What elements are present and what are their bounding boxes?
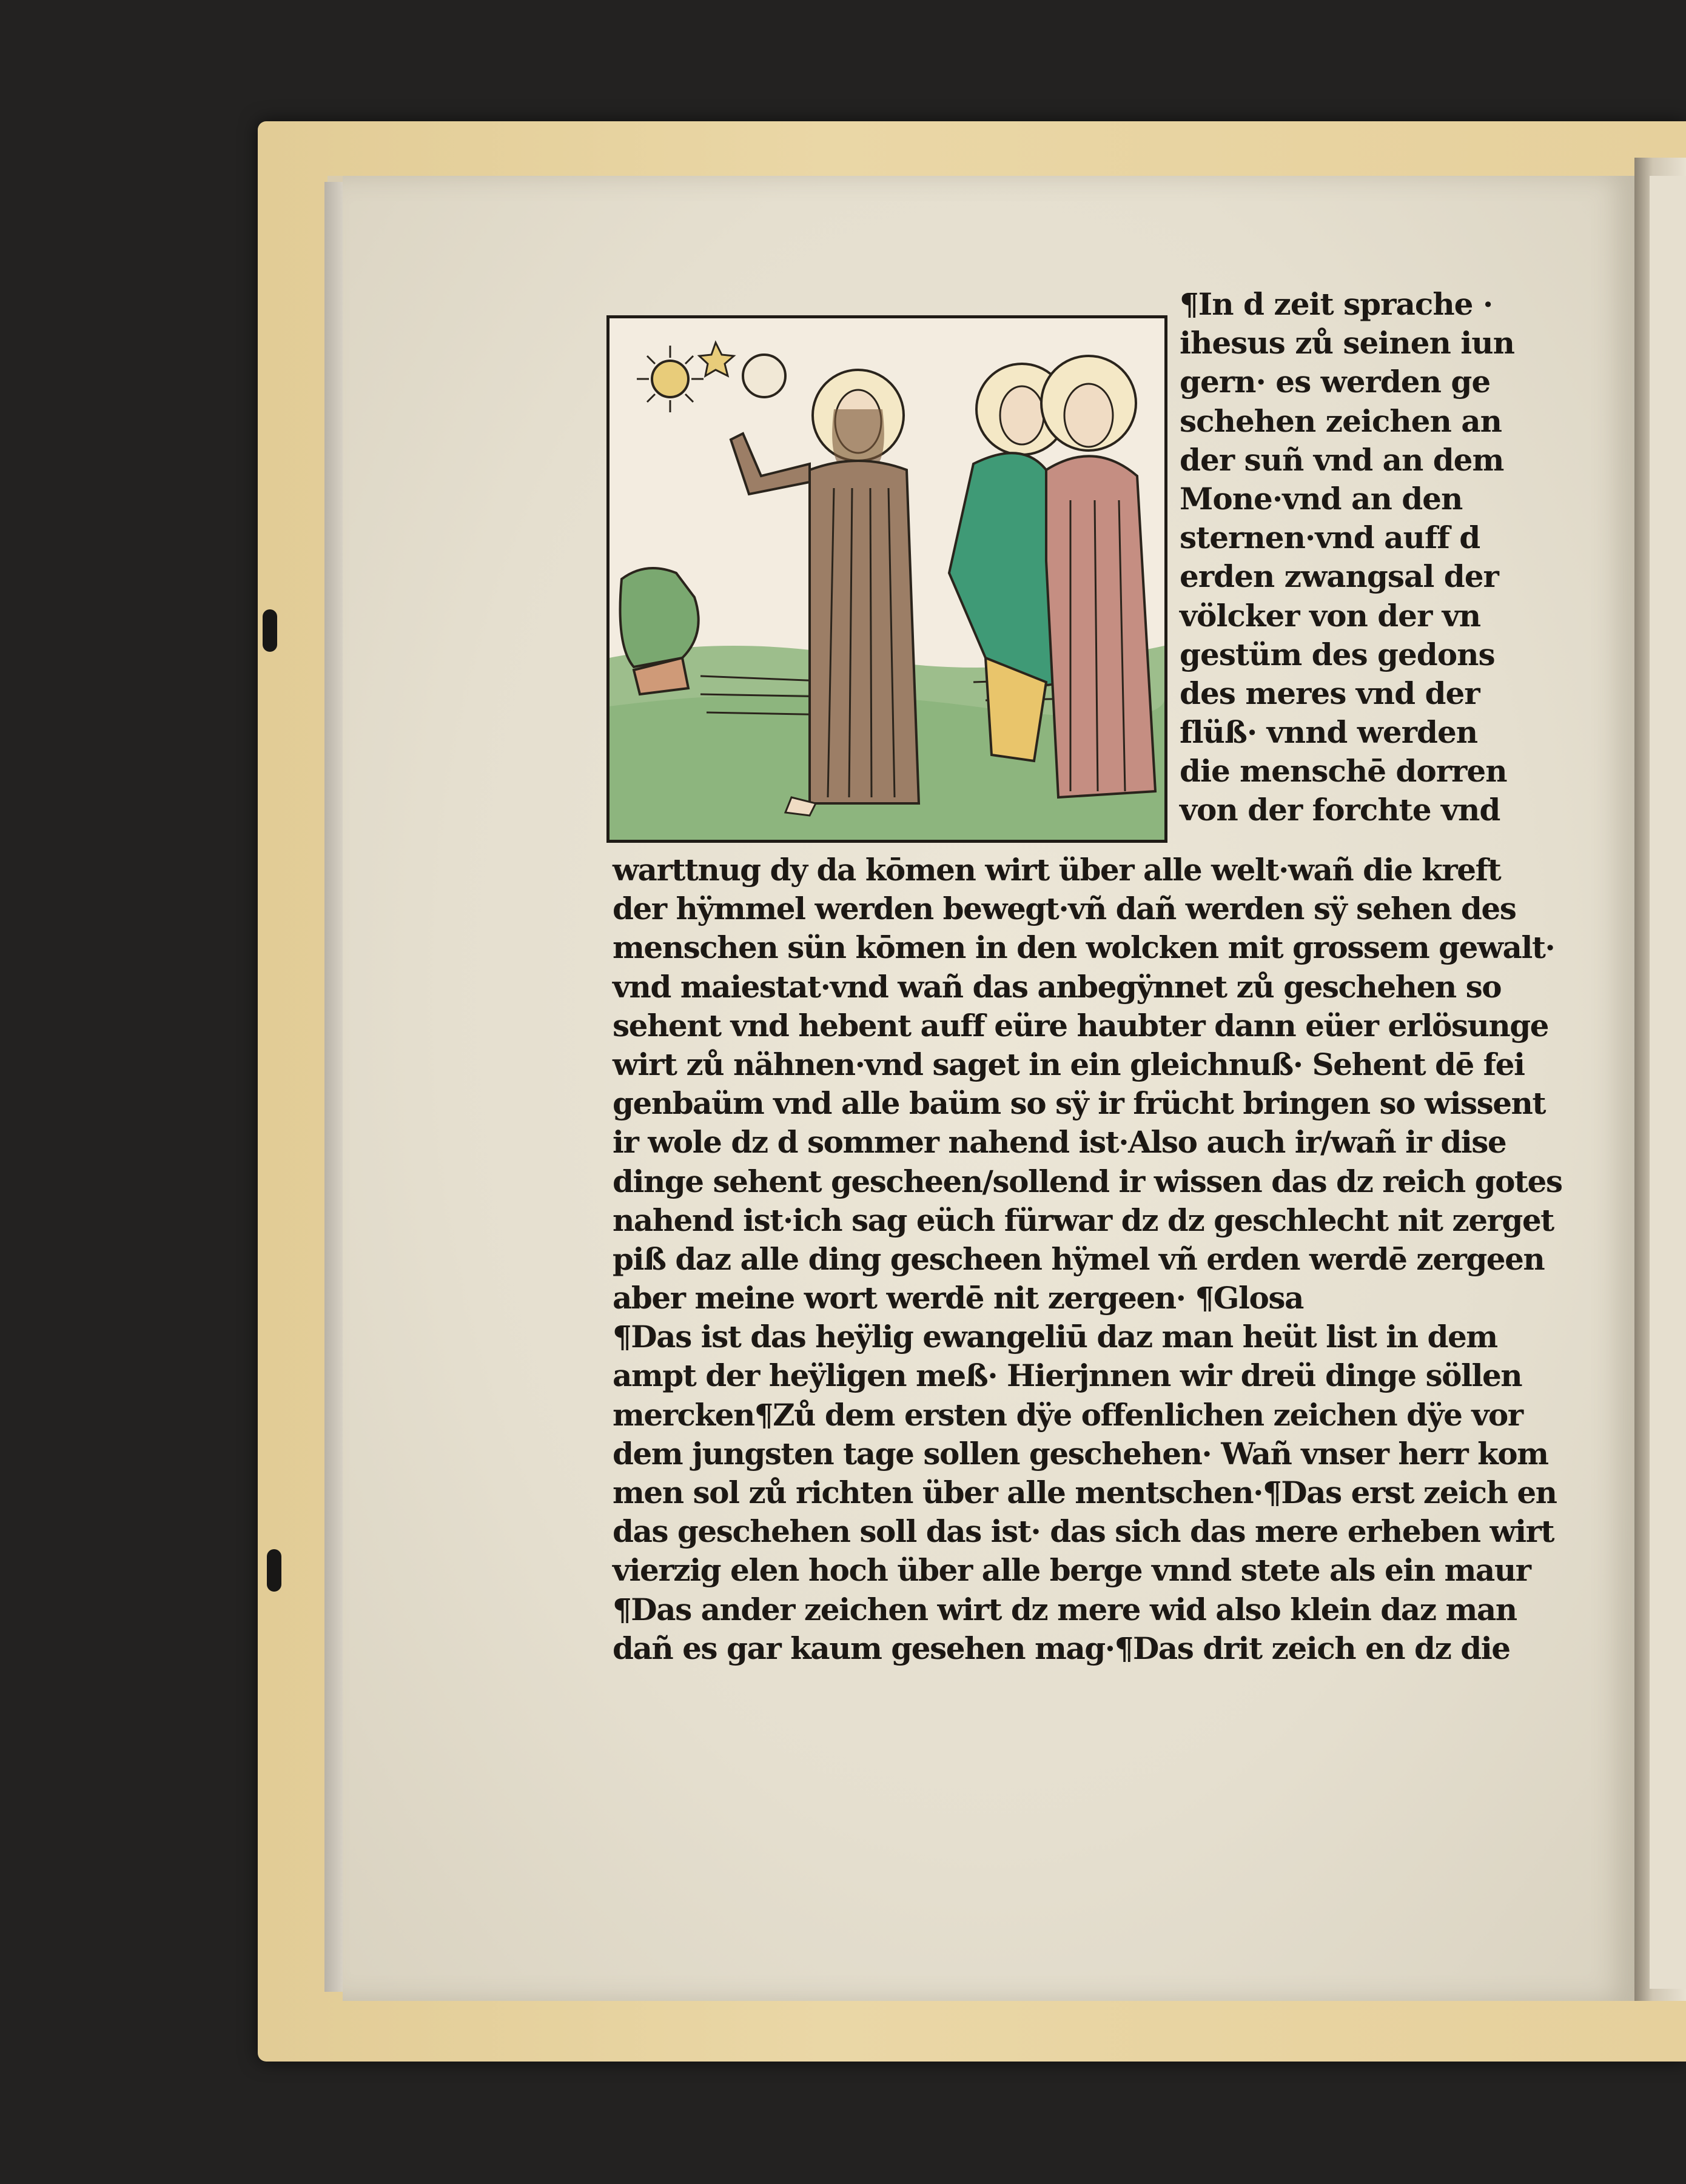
text-line: aber meine wort werdē nit zergeen· ¶Glosa [613,1280,1303,1316]
text-line: vnd maiestat·vnd wañ das anbegÿnnet zů geschehen so [613,968,1502,1005]
text-line: die menschē dorren [1180,753,1507,789]
text-line: der suñ vnd an dem [1180,441,1504,478]
text-line: men sol zů richten über alle mentschen·¶Das erst zeich en [613,1475,1557,1510]
text-line: gern· es werden ge [1180,364,1491,400]
text-line: flüß· vnnd werden [1180,714,1478,751]
text-line: sehent vnd hebent auff eüre haubter dann eüer erlösunge [613,1007,1548,1043]
text-column-beside-woodcut [1180,285,1514,830]
text-line: der hÿmmel werden bewegt·vñ dañ werden sÿ sehen des [613,891,1516,927]
text-line: ¶In d zeit sprache · [1180,286,1493,322]
text-line: Mone·vnd an den [1180,480,1463,517]
text-line: warttnug dy da kōmen wirt über alle welt·wañ die kreft [613,852,1501,888]
text-line: völcker von der vn [1180,597,1481,634]
text-line: ir wole dz d sommer nahend ist·Also auch ir/wañ ir dise [613,1124,1506,1161]
sun-icon [637,346,704,412]
text-line: erden zwangsal der [1180,558,1499,595]
text-line: schehen zeichen an [1180,403,1502,439]
text-line: nahend ist·ich sag eüch fürwar dz dz geschlecht nit zerget [613,1202,1554,1238]
text-line: dañ es gar kaum gesehen mag·¶Das drit zeich en dz die [613,1630,1510,1666]
text-line: ¶Das ist das heÿlig ewangeliū daz man heüt list in dem [613,1319,1497,1355]
moon-icon [743,355,785,397]
woodcut-svg [610,318,1164,840]
star-icon [699,343,734,376]
text-line: dinge sehent gescheen/sollend ir wissen das dz reich gotes [613,1163,1562,1199]
text-body [613,851,1562,1668]
text-line: das geschehen soll das ist· das sich das mere erheben wirt [613,1513,1554,1550]
facing-page-edge [1650,176,1686,1989]
text-line: des meres vnd der [1180,675,1480,711]
binding-hole-bottom [267,1549,281,1592]
woodcut-illustration [606,315,1167,843]
text-line: wirt zů nähnen·vnd saget in ein gleichnuß· Sehent dē fei [613,1046,1525,1082]
text-line: dem jungsten tage sollen geschehen· Wañ vnser herr kom [613,1435,1548,1472]
text-line: piß daz alle ding gescheen hÿmel vñ erden werdē zergeen [613,1241,1545,1277]
text-line: mercken¶Zů dem ersten dÿe offenlichen zeichen dÿe vor [613,1396,1523,1433]
text-line: ihesus zů seinen iun [1180,325,1514,361]
text-line: ¶Das ander zeichen wirt dz mere wid also klein daz man [613,1591,1517,1627]
text-line: ampt der heÿligen meß· Hierjnnen wir dreü dinge söllen [613,1358,1522,1394]
text-line: gestüm des gedons [1180,636,1495,672]
text-line: sternen·vnd auff d [1180,520,1480,556]
page-stack-edge [324,182,343,1992]
binding-hole-top [263,609,277,652]
text-line: vierzig elen hoch über alle berge vnnd stete als ein maur [613,1552,1531,1589]
text-line: menschen sün kōmen in den wolcken mit grossem gewalt· [613,930,1555,966]
text-line: von der forchte vnd [1180,792,1500,828]
text-line: genbaüm vnd alle baüm so sÿ ir frücht bringen so wissent [613,1085,1545,1122]
